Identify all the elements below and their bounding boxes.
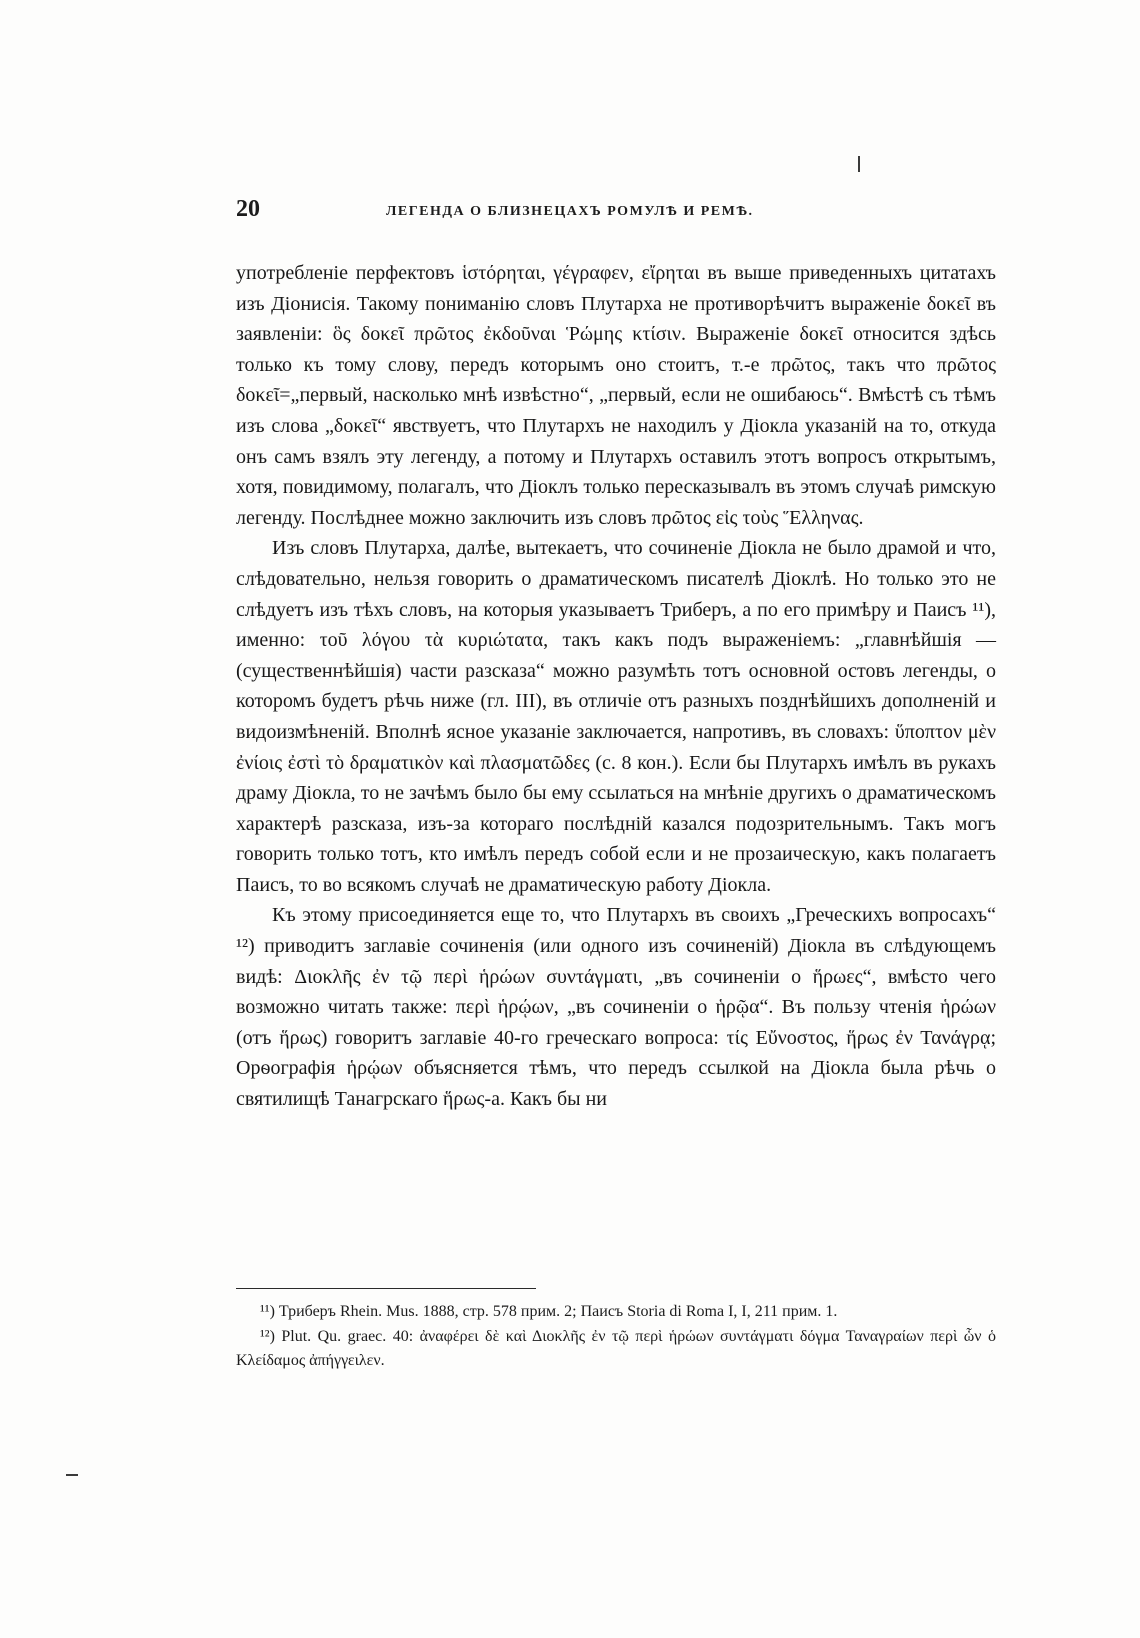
main-text [236,258,996,1115]
paragraph-1: употребленіе перфектовъ ἱστόρηται, γέγραφεν, εἴρηται въ выше приведенныхъ цитатахъ изъ Діонисія. Такому пониманію словъ Плутарха не противорѣчитъ выраженіе δοκεῖ въ заявленіи: ὃς δοκεῖ πρῶτος ἐκδοῦναι Ῥώμης κτίσιν. Выраженіе δοκεῖ относится здѣсь только къ тому слову, передъ которымъ оно стоитъ, т.-е πρῶτος, такъ что πρῶτος δοκεῖ=„первый, насколько мнѣ извѣстно“, „первый, если не ошибаюсь“. Вмѣстѣ съ тѣмъ изъ слова „δοκεῖ“ явствуетъ, что Плутархъ не находилъ у Діокла указаній на то, откуда онъ самъ взялъ эту легенду, а потому и Плутархъ оставилъ этотъ вопросъ открытымъ, хотя, повидимому, полагалъ, что Діоклъ только пересказывалъ въ этомъ случаѣ римскую легенду. Послѣднее можно заключить изъ словъ πρῶτος εἰς τοὺς Ἕλληνας. [236,262,996,529]
page-number: 20 [236,196,260,222]
paragraph-3: Къ этому присоединяется еще то, что Плутархъ въ своихъ „Греческихъ вопросахъ“ ¹²) приводитъ заглавіе сочиненія (или одного изъ сочиненій) Діокла въ слѣдующемъ видѣ: Διοκλῆς ἐν τῷ περὶ ἡρώων συντάγματι, „въ сочиненіи о ἥρωες“, вмѣсто чего возможно читать также: περὶ ἡρῴων, „въ сочиненіи о ἡρῷα“. Въ пользу чтенія ἡρώων (отъ ἥρως) говоритъ заглавіе 40-го греческаго вопроса: τίς Εὔνοστος, ἥρως ἐν Τανάγρᾳ; Орѳографія ἡρῴων объясняется тѣмъ, что передъ ссылкой на Діокла была рѣчь о святилищѣ Танагрскаго ἥρως-а. Какъ бы ни [236,904,996,1111]
running-title: ЛЕГЕНДА О БЛИЗНЕЦАХЪ РОМУЛѢ И РЕМѢ. [386,204,754,219]
page-header [236,196,996,232]
footnote-12: ¹²) Plut. Qu. graec. 40: ἀναφέρει δὲ καὶ Διοκλῆς ἐν τῷ περὶ ἡρώων συντάγματι δόγμα Ταναγραίων περὶ ὧν ὁ Κλείδαμος ἀπήγγειλεν. [236,1327,996,1369]
footnotes [236,1300,996,1374]
paragraph-2: Изъ словъ Плутарха, далѣе, вытекаетъ, что сочиненіе Діокла не было драмой и что, слѣдовательно, нельзя говорить о драматическомъ писателѣ Діоклѣ. Но только это не слѣдуетъ изъ тѣхъ словъ, на которыя указываетъ Триберъ, а по его примѣру и Паисъ ¹¹), именно: τοῦ λόγου τὰ κυριώτατα, такъ какъ подъ выраженіемъ: „главнѣйшія — (существеннѣйшія) части разсказа“ можно разумѣть тотъ основной остовъ легенды, о которомъ будетъ рѣчь ниже (гл. III), въ отличіе отъ разныхъ позднѣйшихъ дополненій и видоизмѣненій. Вполнѣ ясное указаніе заключается, напротивъ, въ словахъ: ὕποπτον μὲν ἐνίοις ἐστὶ τὸ δραματικὸν καὶ πλασματῶδες (с. 8 кон.). Если бы Плутархъ имѣлъ въ рукахъ драму Діокла, то не зачѣмъ было бы ему ссылаться на мнѣніе другихъ о драматическомъ характерѣ разсказа, изъ-за котораго послѣдній казался подозрительнымъ. Такъ могъ говорить только тотъ, кто имѣлъ передъ собой если и не прозаическую, какъ полагаетъ Паисъ, то во всякомъ случаѣ не драматическую работу Діокла. [236,537,996,896]
footnote-11: ¹¹) Триберъ Rhein. Mus. 1888, стр. 578 прим. 2; Паисъ Storia di Roma I, I, 211 прим. 1. [260,1303,838,1320]
footnote-rule [236,1288,536,1289]
margin-mark-top [858,156,860,172]
margin-mark-left [66,1474,78,1476]
